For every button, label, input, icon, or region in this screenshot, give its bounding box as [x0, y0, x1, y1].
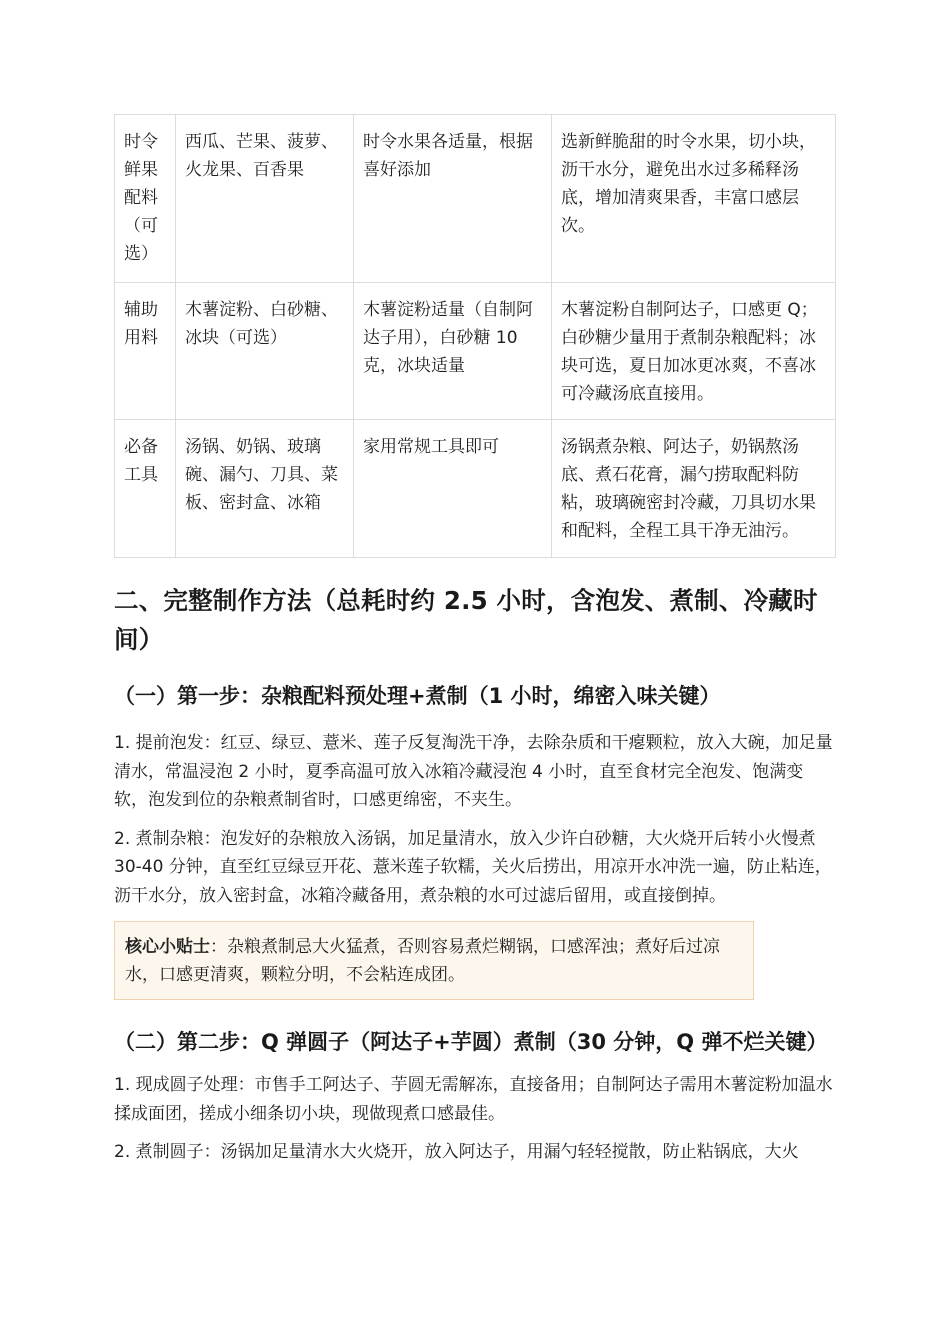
section-heading-method: 二、完整制作方法（总耗时约 2.5 小时，含泡发、煮制、冷藏时间）: [114, 586, 818, 654]
ingredients-table: [114, 114, 836, 558]
table-cell-amount: 木薯淀粉适量（自制阿达子用），白砂糖 10 克，冰块适量: [354, 283, 552, 420]
table-cell-category: 必备工具: [115, 420, 176, 558]
tip-box: [114, 921, 754, 1000]
table-row: [115, 420, 836, 558]
step2-paragraph-1: 1. 现成圆子处理：市售手工阿达子、芋圆无需解冻，直接备用；自制阿达子需用木薯淀粉加温水揉成面团，搓成小细条切小块，现做现煮口感最佳。: [114, 1075, 833, 1124]
table-cell-notes: 汤锅煮杂粮、阿达子，奶锅熬汤底、煮石花膏，漏勺捞取配料防粘，玻璃碗密封冷藏，刀具切水果和配料，全程工具干净无油污。: [552, 420, 836, 558]
document-page: [114, 114, 835, 1167]
table-cell-items: 西瓜、芒果、菠萝、火龙果、百香果: [176, 115, 354, 283]
table-row: [115, 283, 836, 420]
table-cell-notes: 选新鲜脆甜的时令水果，切小块，沥干水分，避免出水过多稀释汤底，增加清爽果香，丰富口感层次。: [552, 115, 836, 283]
step2-heading: （二）第二步：Q 弹圆子（阿达子+芋圆）煮制（30 分钟，Q 弹不烂关键）: [114, 1030, 828, 1054]
table-cell-items: 木薯淀粉、白砂糖、冰块（可选）: [176, 283, 354, 420]
table-cell-category: 辅助用料: [115, 283, 176, 420]
table-cell-notes: 木薯淀粉自制阿达子，口感更 Q；白砂糖少量用于煮制杂粮配料；冰块可选，夏日加冰更冰爽，不喜冰可冷藏汤底直接用。: [552, 283, 836, 420]
step1-heading: （一）第一步：杂粮配料预处理+煮制（1 小时，绵密入味关键）: [114, 684, 721, 708]
table-cell-items: 汤锅、奶锅、玻璃碗、漏勺、刀具、菜板、密封盒、冰箱: [176, 420, 354, 558]
table-cell-amount: 家用常规工具即可: [354, 420, 552, 558]
table-cell-category: 时令鲜果配料（可选）: [115, 115, 176, 283]
tip-label: 核心小贴士: [125, 937, 210, 957]
step1-paragraph-2: 2. 煮制杂粮：泡发好的杂粮放入汤锅，加足量清水，放入少许白砂糖，大火烧开后转小火慢煮 30-40 分钟，直至红豆绿豆开花、薏米莲子软糯，关火后捞出，用凉开水冲洗一遍，防止粘连，沥干水分，放入密封盒，冰箱冷藏备用，煮杂粮的水可过滤后留用，或直接倒掉。: [114, 828, 832, 906]
tip-text: ：杂粮煮制忌大火猛煮，否则容易煮烂糊锅，口感浑浊；煮好后过凉水，口感更清爽，颗粒分明，不会粘连成团。: [125, 937, 720, 985]
table-cell-amount: 时令水果各适量，根据喜好添加: [354, 115, 552, 283]
table-row: [115, 115, 836, 283]
step1-paragraph-1: 1. 提前泡发：红豆、绿豆、薏米、莲子反复淘洗干净，去除杂质和干瘪颗粒，放入大碗，加足量清水，常温浸泡 2 小时，夏季高温可放入冰箱冷藏浸泡 4 小时，直至食材完全泡发、饱满变软，泡发到位的杂粮煮制省时，口感更绵密，不夹生。: [114, 733, 833, 810]
step2-paragraph-2: 2. 煮制圆子：汤锅加足量清水大火烧开，放入阿达子，用漏勺轻轻搅散，防止粘锅底，大火: [114, 1142, 799, 1162]
